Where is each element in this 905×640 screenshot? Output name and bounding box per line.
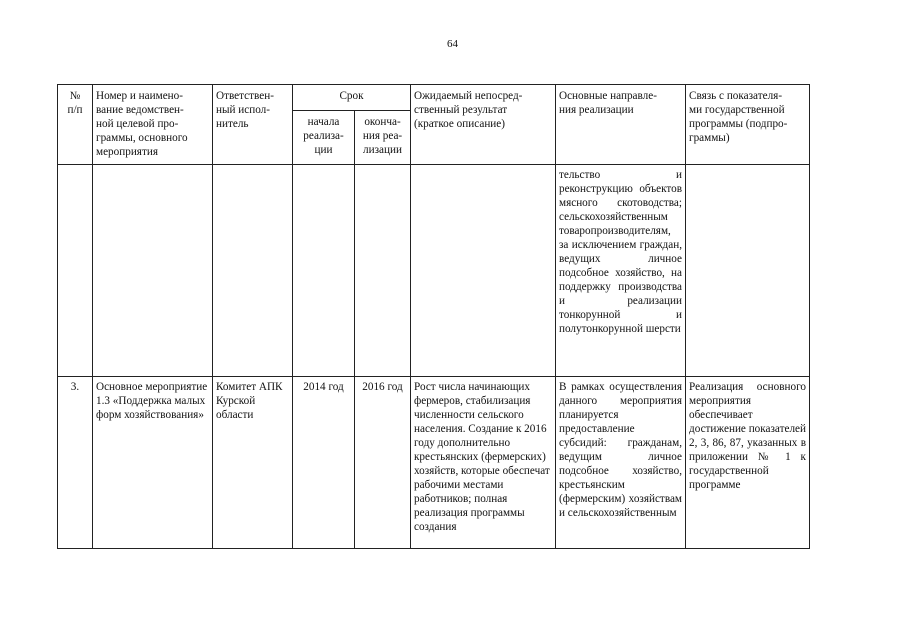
cell-empty [293,165,355,377]
table-row-continued [58,165,810,377]
header-executor: Ответствен- ный испол- нитель [213,85,293,165]
cell-indicator-link: Реализация основного мероприятия обеспечивает достижение показателей 2, 3, 86, 87, указанных в приложении № 1 к государственной программе [686,377,810,549]
program-table [57,84,810,549]
page-number: 64 [447,38,458,50]
cell-activity-name: Основное мероприятие 1.3 «Поддержка малых форм хозяйствования» [93,377,213,549]
header-result: Ожидаемый непосред- ственный результат (краткое описание) [411,85,556,165]
header-end: оконча- ния реа- лизации [355,111,411,165]
header-start: начала реализа- ции [293,111,355,165]
cell-empty [355,165,411,377]
table-row-3 [58,377,810,549]
header-directions: Основные направле- ния реализации [556,85,686,165]
cell-row-number: 3. [58,377,93,549]
cell-empty [58,165,93,377]
cell-end-year: 2016 год [355,377,411,549]
header-no: № п/п [58,85,93,165]
cell-empty [411,165,556,377]
header-name: Номер и наимено- вание ведомствен- ной целевой про- граммы, основного мероприятия [93,85,213,165]
cell-empty [213,165,293,377]
cell-directions: В рамках осуществления данного мероприятия планируется предоставление субсидий: гражданам, ведущим личное подсобное хозяйство, крестьянским (фермерским) хозяйствам и сельскохозяйственным [556,377,686,549]
cell-expected-result: Рост числа начинающих фермеров, стабилизация численности сельского населения. Создание к 2016 году дополнительно крестьянских (фермерских) хозяйств, которые обеспечат рабочими местами работников; полная реализация программы создания [411,377,556,549]
header-term: Срок [293,85,411,111]
cell-empty [686,165,810,377]
cell-start-year: 2014 год [293,377,355,549]
header-link: Связь с показателя- ми государственной программы (подпро- граммы) [686,85,810,165]
cell-directions-continued: тельство и реконструкцию объектов мясного скотоводства; сельскохозяйственным товаропроизводителям, за исключением граждан, ведущих личное подсобное хозяйство, на поддержку производства и реализации тонкорунной и полутонкорунной шерсти [556,165,686,377]
cell-empty [93,165,213,377]
cell-executor: Комитет АПК Курской области [213,377,293,549]
